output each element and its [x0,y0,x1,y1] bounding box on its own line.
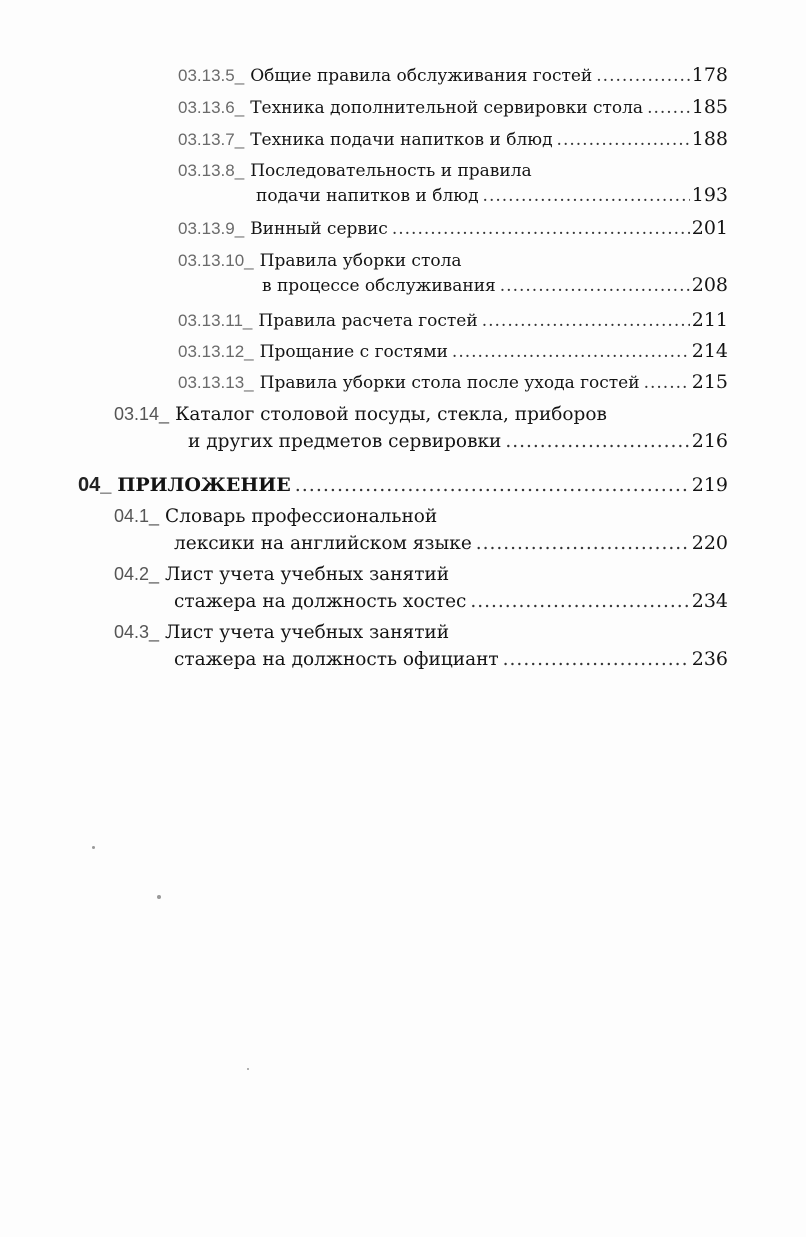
toc-entry-title: Техника подачи напитков и блюд [250,130,553,150]
toc-entry-page: 220 [691,532,728,554]
toc-entry-number: 04_ [78,474,112,496]
toc-entry-title-continued: в процессе обслуживания [262,276,496,296]
toc-entry-number: 04.3_ [114,622,160,642]
dot-leader [503,649,690,670]
toc-entry-page: 215 [691,371,728,393]
dot-leader [557,130,690,150]
toc-entry-page: 188 [691,128,728,150]
dot-leader [483,186,690,206]
scan-speck [247,1068,249,1070]
toc-entry-title-continued: лексики на английском языке [174,533,472,554]
dot-leader [596,66,689,86]
toc-entry-page: 216 [691,430,728,452]
toc-entry-number: 03.13.7_ [178,130,245,149]
toc-entry-title: ПРИЛОЖЕНИЕ [117,474,291,496]
toc-entry-title: Техника дополнительной сервировки стола [250,98,644,118]
toc-entry-title: Каталог столовой посуды, стекла, приборов [175,404,607,425]
toc-entry-title: Прощание с гостями [259,342,448,362]
toc-entry-title: Словарь профессиональной [165,506,438,527]
dot-leader [470,591,689,612]
toc-entry-page: 201 [691,217,728,239]
toc-entry-number: 04.2_ [114,564,160,584]
toc-entry-title: Последовательность и правила [250,161,532,181]
toc-entry-number: 03.13.13_ [178,373,254,392]
toc-entry-number: 03.13.12_ [178,342,254,361]
toc-entry-page: 185 [691,96,728,118]
toc-entry-title-continued: подачи напитков и блюд [256,186,479,206]
toc-entry-title-continued: стажера на должность официант [174,649,499,670]
toc-entry-title: Лист учета учебных занятий [165,622,450,643]
toc-entry-number: 03.13.5_ [178,66,245,85]
toc-entry-page: 236 [691,648,728,670]
dot-leader [392,219,690,239]
toc-entry-number: 03.13.9_ [178,219,245,238]
toc-entry-number: 03.13.8_ [178,161,245,180]
dot-leader [500,276,690,296]
toc-entry-title-continued: и других предметов сервировки [188,431,502,452]
toc-entry-title-continued: стажера на должность хостес [174,591,467,612]
toc-entry-number: 03.13.11_ [178,311,253,330]
toc-entry-number: 03.14_ [114,404,170,424]
toc-entry-title: Лист учета учебных занятий [165,564,450,585]
toc-entry-page: 208 [691,274,728,296]
toc-entry-page: 219 [691,474,728,496]
dot-leader [476,533,690,554]
toc-entry-number: 03.13.6_ [178,98,245,117]
scan-speck [92,846,95,849]
toc-entry-page: 193 [691,184,728,206]
toc-entry-title: Винный сервис [250,219,388,239]
dot-leader [647,98,690,118]
scan-speck [157,895,161,899]
toc-entry-number: 03.13.10_ [178,251,254,270]
toc-entry-page: 214 [691,340,728,362]
toc-entry-page: 178 [691,64,728,86]
toc-entry-page: 234 [691,590,728,612]
dot-leader [295,474,690,496]
toc-entry-title: Правила расчета гостей [258,311,478,331]
dot-leader [482,311,690,331]
dot-leader [505,431,689,452]
toc-entry-page: 211 [691,309,728,331]
toc-entry-number: 04.1_ [114,506,160,526]
dot-leader [644,373,690,393]
toc-entry-title: Правила уборки стола после ухода гостей [259,373,640,393]
dot-leader [452,342,690,362]
toc-entry-title: Правила уборки стола [259,251,462,271]
toc-entry-title: Общие правила обслуживания гостей [250,66,593,86]
